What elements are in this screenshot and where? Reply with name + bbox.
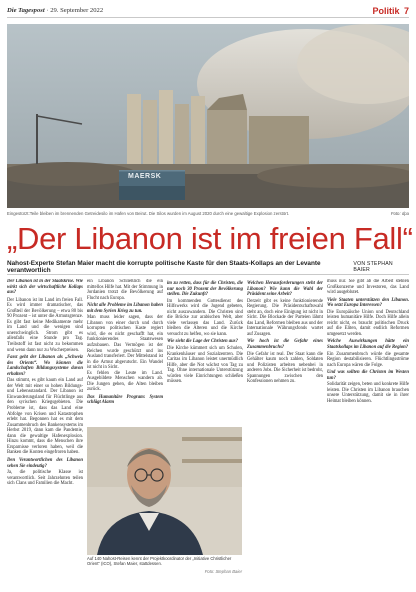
answer: Der Libanon ist im Land im freien Fall. Es wird immer dramatischer, das Großteil der Bevölkerung – etwa 80 bis 90 Prozent – ist unter die Armutsgrenze. Es gibt fast keine Medikamente mehr im Land und die wenigen sind unerschwinglich. Strom gibt es allenfalls eine Stunde pro Tag. Treibstoff ist fast nicht zu bekommen und wenn dann nur zu Wucherpreisen.: [7, 297, 83, 353]
photo-caption-text: Eingestürzt:Teile bleiben im brennenden Getreidesilo im Hafen von Beirut. Die Silos wurden im August 2020 durch eine gewaltige Explosion zerstört.: [7, 211, 290, 216]
question: Fasst geht der Libanon als „Schweiz des Orients“. Wo können die Landschaften Bildungssysteme davon erhalten?: [7, 355, 83, 377]
column-1: [7, 279, 83, 585]
answer: Man muss leider sagen, dass der Libanon von einer durch und durch korrupten politischen Kaste regiert wird, die es nicht geschafft hat, ein funktionierendes Staatswesen aufzubauen. Das Vermögen ist der Reichen wurde geschützt und ins Ausland transferiert. Der Mittelstand ist in die Armut abgerutscht. Ein Wandel ist nicht in Sicht.: [87, 315, 163, 371]
lead-photo: [7, 24, 409, 208]
portrait-caption-text: Auf 140 Nahost-Reisen kennt der Projektkoordinator der „Initiative Christlicher Orient“ (ICO), Stefan Maier, stattdessen.: [87, 556, 232, 566]
byline: VON STEPHAN BAIER: [353, 260, 393, 273]
question: Welche Auswirkungen hätte ein Staatskollaps im Libanon auf die Region?: [327, 339, 409, 351]
answer: ein Libanon Schließlich die ein mittellos Hilfe hat. Mit der Stimmung in Jordanien trotzt die Bevölkerung auf Flucht nach Europa.: [87, 279, 163, 301]
photo-caption: [7, 209, 409, 218]
container-sign: MAERSK: [128, 173, 162, 180]
answer: Solidarität zeigen, beten und konkrete Hilfe leisten. Die Christen im Libanon brauchen unsere Unterstützung, damit sie in ihrer Heimat bleiben können.: [327, 382, 409, 404]
section-label: [372, 6, 409, 16]
answer: muss nur. Sie gibt ab die Arbeit stehlen Großkonzerne und Investoren, das Land wird ausgeblutet.: [327, 279, 409, 296]
masthead: [7, 4, 409, 18]
question: Wie hoch ist die Gefahr eines Zusammenbruchs?: [247, 339, 323, 351]
article-headline: „Der Libanon ist im freien Fall“: [7, 221, 413, 256]
answer: Ein Zusammenbruch würde die gesamte Region destabilisieren. Flüchtlingsströme nach Europa wären die Folge.: [327, 351, 409, 368]
portrait-photo: [87, 427, 242, 555]
column-2: [87, 279, 163, 425]
answer: Die Europäische Union und Deutschland leisten humanitäre Hilfe. Doch Hilfe allein reicht nicht, es braucht politischen Druck auf die Eliten, damit endlich Reformen umgesetzt werden.: [327, 309, 409, 337]
question: Den Verantwortlichen des Libanon sehen Sie eindeutig?: [7, 457, 83, 469]
subline-text: Nahost-Experte Stefan Maier macht die korrupte politische Kaste für den Staats-Kollaps an der Levante verantwortlich: [7, 259, 321, 274]
column-5: [327, 279, 409, 585]
portrait-illustration: [87, 427, 242, 555]
portrait-caption: [87, 556, 242, 576]
question: Das Humanitäre Program: System schlägt Alarm: [87, 394, 163, 406]
question: Und was sollten die Christen im Westen tun?: [327, 370, 409, 381]
port-silo-illustration: [7, 24, 409, 208]
publication-line: Die Tagespost · 29. September 2022: [7, 7, 104, 14]
answer: Das stimmt, es gibt kaum ein Land auf der Welt mit einer so hohen Bildungs- und Lebensstandard. Der Libanon ist Einwanderungsland für Flüchtlinge aus den syrischen Kriegsgebieten. Die Probleme ist, dass das Land eine Abfolge von Krisen und Katastrophen erlebt hat. Begonnen hat es mit dem Zusammenbruch des Bankensystems im Herbst 2019, dann kam die Pandemie, dann die gewaltige Hafenexplosion. Hinzu kommt, dass die Menschen ihre Ersparnisse verloren haben, weil die Banken die Konten eingefroren haben.: [7, 378, 83, 456]
answer: Die Gefahr ist real. Der Staat kann die Gehälter kaum noch zahlen, Soldaten und Polizisten arbeiten nebenbei in anderen Jobs. Die Sicherheit ist bedroht, Spannungen zwischen den Konfessionen nehmen zu.: [247, 351, 323, 385]
divider: [7, 274, 409, 275]
answer: Im kommenden Gottesdienst des Hilfswerks wird die Jugend gebeten, nicht auszuwandern. Die Christen sind die Brücke zur arabischen Welt, aber viele verlassen das Land. Zurück bleiben die Älteren und die Kirche versucht zu helfen, wo sie kann.: [167, 298, 243, 337]
answer: Derzeit gibt es keine funktionierende Regierung. Die Präsidentschaftswahl steht an, doch eine Einigung ist nicht in Sicht. Die Blockade der Parteien lähmt das Land, Reformen bleiben aus und der Internationale Währungsfonds wartet auf Zusagen.: [247, 298, 323, 337]
portrait-credit: Foto: Stephan Baier: [204, 569, 242, 574]
photo-credit: Foto: dpa: [390, 211, 409, 216]
question: Wie sieht die Lage der Christen aus?: [167, 339, 238, 345]
answer: Die Kirche kümmert sich um Schulen, Krankenhäuser und Sozialzentren. Die Caritas im Libanon leistet unermüdlich Hilfe, aber die Not wächst von Tag zu Tag. Ohne internationale Unterstützung würden viele Einrichtungen schließen müssen.: [167, 346, 243, 385]
issue-date: 29. September 2022: [50, 7, 104, 14]
answer: Ja, die politische Klasse ist verantwortlich. Seit Jahrzehnten teilen sich Clans und Familien die Macht.: [7, 470, 83, 487]
question: Nicht alle Probleme im Libanon haben mit dem Syrien Krieg zu tun.: [87, 303, 163, 314]
section-name: Politik: [372, 5, 400, 16]
page-number: 7: [403, 5, 409, 16]
answer: Es fehlen die Leute im Land. Ausgebildete Menschen wandern ab. Die Jungen gehen, die Alten bleiben zurück.: [87, 370, 163, 393]
column-4: [247, 279, 323, 585]
question: Der Libanon ist in der Staatskrise. Wie wirkt sich der wirtschaftliche Kollaps aus?: [7, 279, 83, 296]
column-3: [167, 279, 243, 425]
question: Welchen Herausforderungen steht der Libanon? Wie kann die Wahl der Präsident seine Arbeit?: [247, 281, 323, 298]
article-subline: [7, 261, 409, 272]
question: im zu retten, dass für die Christen, die nur noch 30 Prozent der Bevölkerung stellen. Die Zukunft?: [167, 281, 243, 298]
question: Viele Staaten unterstützen den Libanon. Wo setzt Europa Interessen?: [327, 297, 409, 309]
publication-name: Die Tagespost: [7, 7, 45, 14]
